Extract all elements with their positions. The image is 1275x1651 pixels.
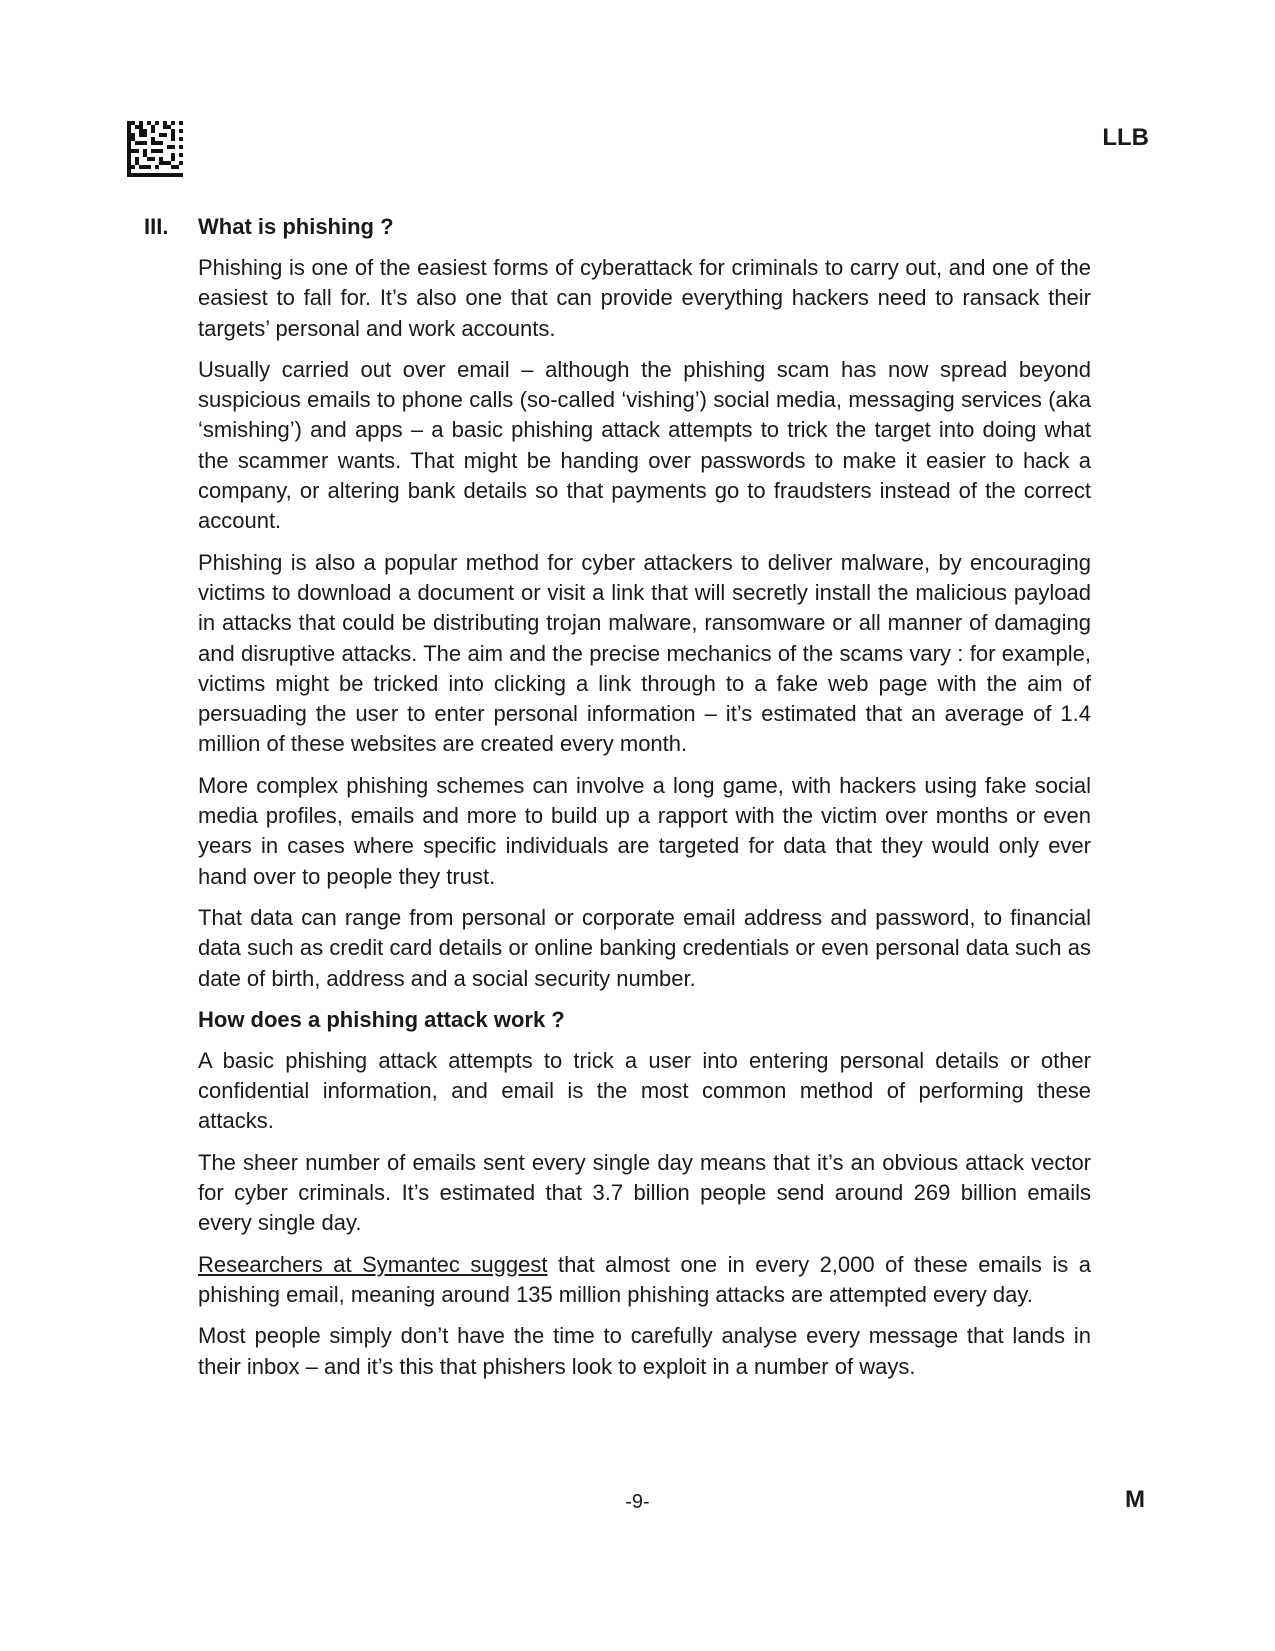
- paragraph: Most people simply don’t have the time to carefully analyse every message that lands in their inbox – and it’s this that phishers look to exploit in a number of ways.: [198, 1323, 1091, 1379]
- series-code: M: [1125, 1486, 1145, 1513]
- section-title: What is phishing ?: [198, 214, 394, 239]
- paragraph: [198, 1250, 1091, 1311]
- barcode-icon: [127, 121, 183, 177]
- paragraph: That data can range from personal or corporate email address and password, to financial data such as credit card details or online banking credentials or even personal data such as date of birth, address and a social security number.: [198, 904, 1091, 991]
- section-number: III.: [144, 214, 169, 239]
- paragraph: The sheer number of emails sent every single day means that it’s an obvious attack vector for cyber criminals. It’s estimated that 3.7 billion people send around 269 billion emails every single day.: [198, 1149, 1091, 1236]
- paragraph-text: that almost one in every 2,000 of these emails is a phishing email, meaning around 135 million phishing attacks are attempted every day.: [198, 1251, 1091, 1307]
- paragraph: More complex phishing schemes can involve a long game, with hackers using fake social media profiles, emails and more to build up a rapport with the victim over months or even years in cases where specific individuals are targeted for data that they would only ever hand over to people they trust.: [198, 772, 1091, 889]
- subheading: How does a phishing attack work ?: [198, 1006, 565, 1032]
- paragraph: Usually carried out over email – although the phishing scam has now spread beyond suspicious emails to phone calls (so-called ‘vishing’) social media, messaging services (aka ‘smishing’) and apps – a basic phishing attack attempts to trick the target into doing what the scammer wants. That might be handing over passwords to make it easier to hack a company, or altering bank details so that payments go to fraudsters instead of the correct account.: [198, 356, 1091, 534]
- paragraph: A basic phishing attack attempts to trick a user into entering personal details or other confidential information, and email is the most common method of performing these attacks.: [198, 1047, 1091, 1134]
- symantec-reference: Researchers at Symantec suggest: [198, 1251, 548, 1277]
- section-content: [144, 212, 1091, 1393]
- paragraph: Phishing is also a popular method for cyber attackers to deliver malware, by encouraging victims to download a document or visit a link that will secretly install the malicious payload in attacks that could be distributing trojan malware, ransomware or all manner of damaging and disruptive attacks. The aim and the precise mechanics of the scams vary : for example, victims might be tricked into clicking a link through to a fake web page with the aim of persuading the user to enter personal information – it’s estimated that an average of 1.4 million of these websites are created every month.: [198, 549, 1091, 757]
- section-heading: [144, 212, 1091, 242]
- page-number: -9-: [625, 1491, 650, 1513]
- paragraph: Phishing is one of the easiest forms of cyberattack for criminals to carry out, and one of the easiest to fall for. It’s also one that can provide everything hackers need to ransack their targets’ personal and work accounts.: [198, 255, 1091, 341]
- paper-code: LLB: [1102, 124, 1149, 151]
